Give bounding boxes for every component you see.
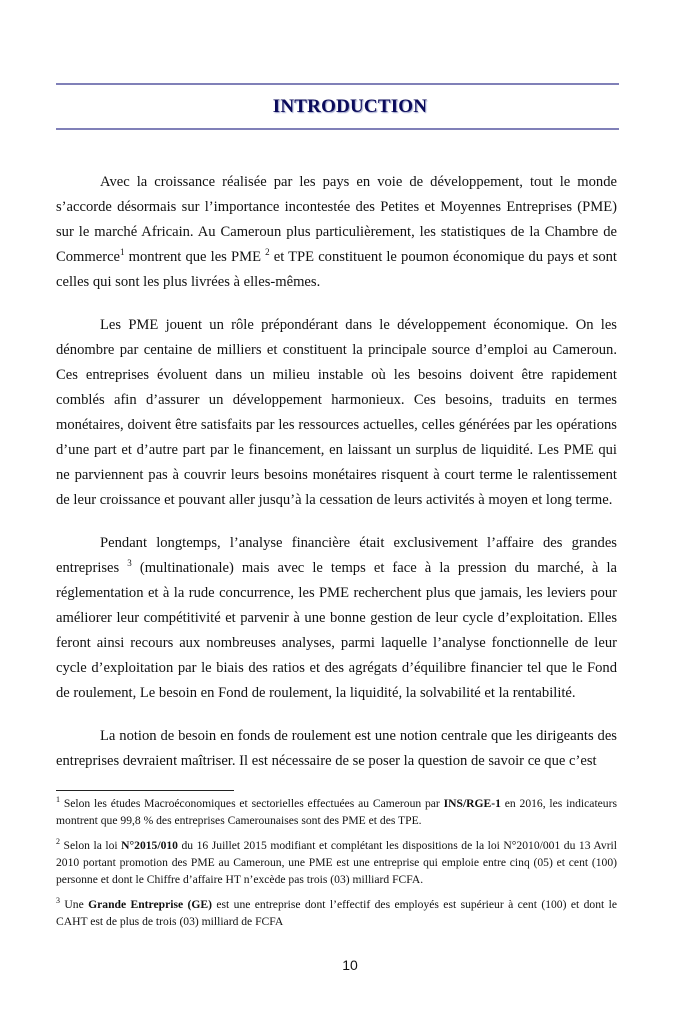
- page-title: INTRODUCTION: [272, 96, 428, 117]
- footnote: [56, 896, 617, 930]
- footnote-reference: 3: [127, 558, 132, 568]
- text-run: (multinationale) mais avec le temps et face à la pression du marché, à la réglementation et à la rude concurrence, les PME recherchent plus que jamais, les leviers pour améliorer leur compétitivité et parvenir à une bonne gestion de leur cycle d’exploitation. Elles feront ainsi recours aux nombreuses analyses, parmi laquelle l’analyse fonctionnelle de leur cycle d’exploitation par le biais des ratios et des agrégats d’équilibre financier tel que le Fond de roulement, Le besoin en Fond de roulement, la liquidité, la solvabilité et la rentabilité.: [56, 560, 617, 701]
- body-text: [56, 170, 617, 784]
- text-run: Selon la loi: [60, 839, 122, 852]
- title-top-rule: [56, 83, 619, 85]
- text-run: Selon les études Macroéconomiques et sectorielles effectuées au Cameroun par: [60, 797, 444, 810]
- footnotes: [56, 795, 617, 938]
- footnote-reference: 2: [265, 247, 270, 257]
- text-run: en 2016, les indicateurs montrent que 99,8 % des entreprises Camerounaises sont des PME et des TPE.: [56, 797, 617, 827]
- page-number: 10: [342, 957, 358, 973]
- paragraph: [56, 313, 617, 513]
- text-run: du 16 Juillet 2015 modifiant et complétant les dispositions de la loi N°2010/001 du 13 Avril 2010 portant promotion des PME au Cameroun, une PME est une entreprise qui emploie entre cinq (05) et cent (100) personne et dont le Chiffre d’affaire HT n’excède pas trois (03) milliard FCFA.: [56, 839, 617, 886]
- footnote-reference: 2: [56, 837, 60, 846]
- text-run: Avec la croissance réalisée par les pays en voie de développement, tout le monde s’accorde désormais sur l’importance incontestée des Petites et Moyennes Entreprises (PME) sur le marché Africain. Au Cameroun plus particulièrement, les statistiques de la Chambre de Commerce: [56, 174, 617, 265]
- paragraph: [56, 531, 617, 706]
- footnote-reference: 3: [56, 896, 60, 905]
- paragraph: [56, 170, 617, 295]
- bold-text: INS/RGE-1: [443, 797, 501, 810]
- text-run: La notion de besoin en fonds de roulement est une notion centrale que les dirigeants des entreprises devraient maîtriser. Il est nécessaire de se poser la question de savoir ce que c’est: [56, 728, 617, 769]
- bold-text: N°2015/010: [121, 839, 178, 852]
- text-run: montrent que les PME: [124, 249, 266, 265]
- footnote-reference: 1: [56, 795, 60, 804]
- title-bottom-rule: [56, 128, 619, 130]
- footnote-reference: 1: [120, 247, 125, 257]
- text-run: Pendant longtemps, l’analyse financière était exclusivement l’affaire des grandes entreprises: [56, 535, 617, 576]
- footnote: [56, 795, 617, 829]
- footnote: [56, 837, 617, 888]
- footnote-separator: [56, 790, 234, 791]
- paragraph: [56, 724, 617, 774]
- text-run: Une: [60, 898, 89, 911]
- text-run: est une entreprise dont l’effectif des employés est supérieur à cent (100) et dont le CAHT est de plus de trois (03) milliard de FCFA: [56, 898, 617, 928]
- text-run: Les PME jouent un rôle prépondérant dans le développement économique. On les dénombre par centaine de milliers et constituent la principale source d’emploi au Cameroun. Ces entreprises évoluent dans un milieu instable où les besoins doivent être rapidement comblés afin d’assurer un développement harmonieux. Ces besoins, traduits en termes monétaires, doivent être satisfaits par les ressources actuelles, celles générées par les opérations d’une part et d’autre part par le financement, en laissant un surplus de liquidité. Les PME qui ne parviennent pas à couvrir leurs besoins monétaires risquent à court terme le ralentissement de leur croissance et pouvant aller jusqu’à la cessation de leurs activités à moyen et long terme.: [56, 317, 617, 508]
- bold-text: Grande Entreprise (GE): [88, 898, 212, 911]
- text-run: et TPE constituent le poumon économique du pays et sont celles qui sont les plus livrées à elles-mêmes.: [56, 249, 617, 290]
